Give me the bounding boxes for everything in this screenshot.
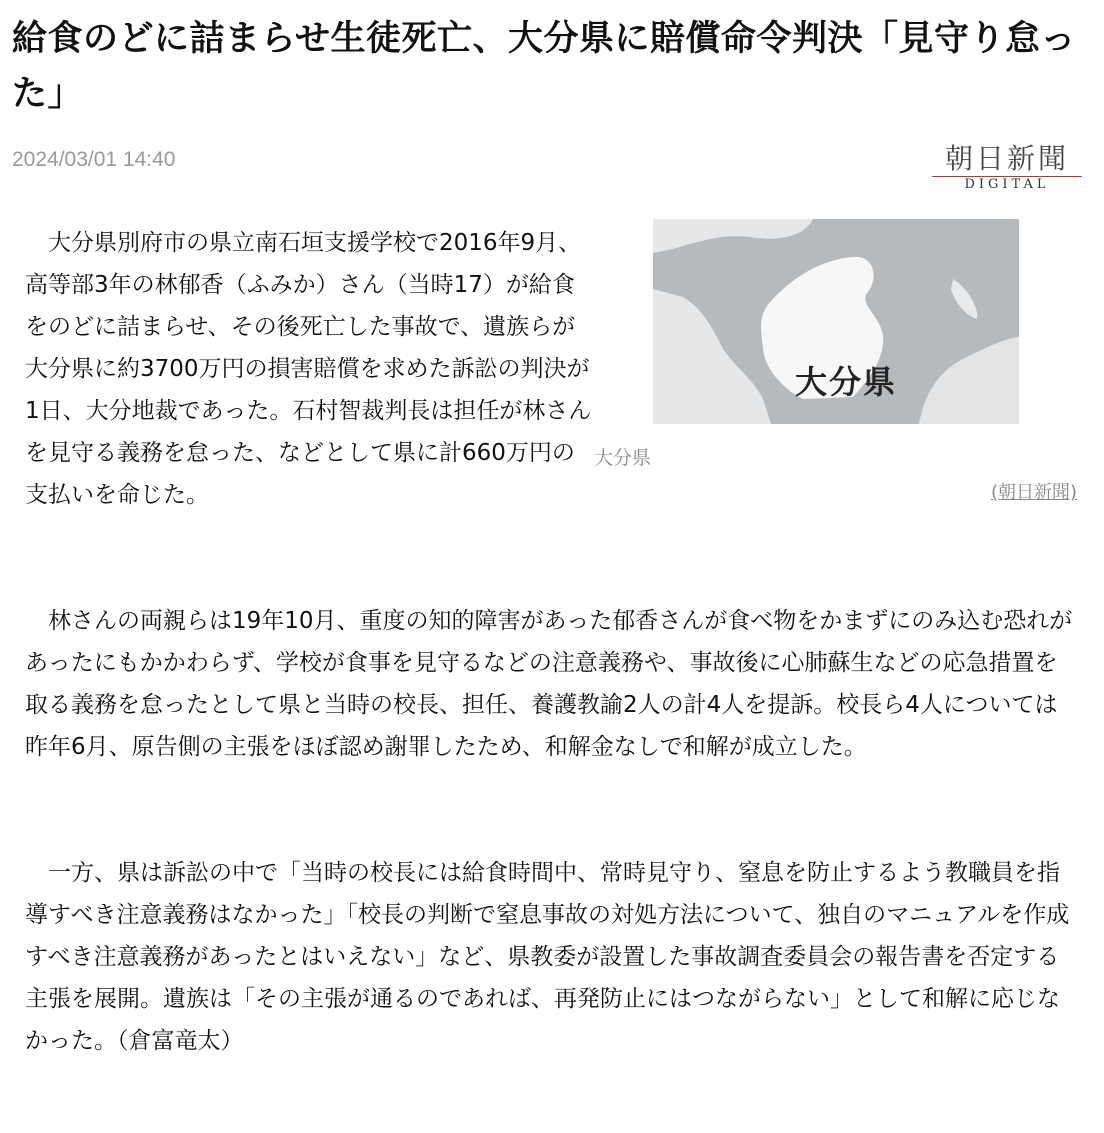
publisher-logo-sub: DIGITAL — [932, 176, 1082, 193]
map-label: 大分県 — [794, 363, 897, 401]
publisher-logo-name: 朝日新聞 — [944, 142, 1069, 175]
article-meta — [12, 142, 1092, 196]
article-headline: 給食のどに詰まらせ生徒死亡、大分県に賠償命令判決「見守り怠った」 — [12, 19, 1076, 114]
article-paragraph-2: 林さんの両親らは19年10月、重度の知的障害があった郁香さんが食べ物をかまずにのみ込む恐れがあったにもかかわらず、学校が食事を見守るなどの注意義務や、事故後に心肺蘇生などの応急措置を取る義務を怠ったとして県と当時の校長、担任、養護教諭2人の計4人を提訴。校長ら4人については昨年6月、原告側の主張をほぼ認め謝罪したため、和解金なしで和解が成立した。 — [25, 608, 1073, 760]
image-caption: 大分県 — [594, 447, 652, 469]
publisher-logo[interactable] — [922, 142, 1092, 196]
article-map-image[interactable] — [653, 219, 1019, 424]
publish-date: 2024/03/01 14:40 — [12, 148, 176, 171]
article-paragraph-1: 大分県別府市の県立南石垣支援学校で2016年9月、高等部3年の林郁香（ふみか）さん（当時17）が給食をのどに詰まらせ、その後死亡した事故で、遺族らが大分県に約3700万円の損害賠償を求めた訴訟の判決が1日、大分地裁であった。石村智裁判長は担任が林さんを見守る義務を怠った、などとして県に計660万円の支払いを命じた。 — [25, 230, 592, 508]
image-credit-link[interactable]: (朝日新聞) — [990, 482, 1077, 503]
article-paragraph-3: 一方、県は訴訟の中で「当時の校長には給食時間中、常時見守り、窒息を防止するよう教職員を指導すべき注意義務はなかった」「校長の判断で窒息事故の対処方法について、独自のマニュアルを作成すべき注意義務があったとはいえない」など、県教委が設置した事故調査委員会の報告書を否定する主張を展開。遺族は「その主張が通るのであれば、再発防止にはつながらない」として和解に応じなかった。（倉富竜太） — [25, 860, 1070, 1054]
